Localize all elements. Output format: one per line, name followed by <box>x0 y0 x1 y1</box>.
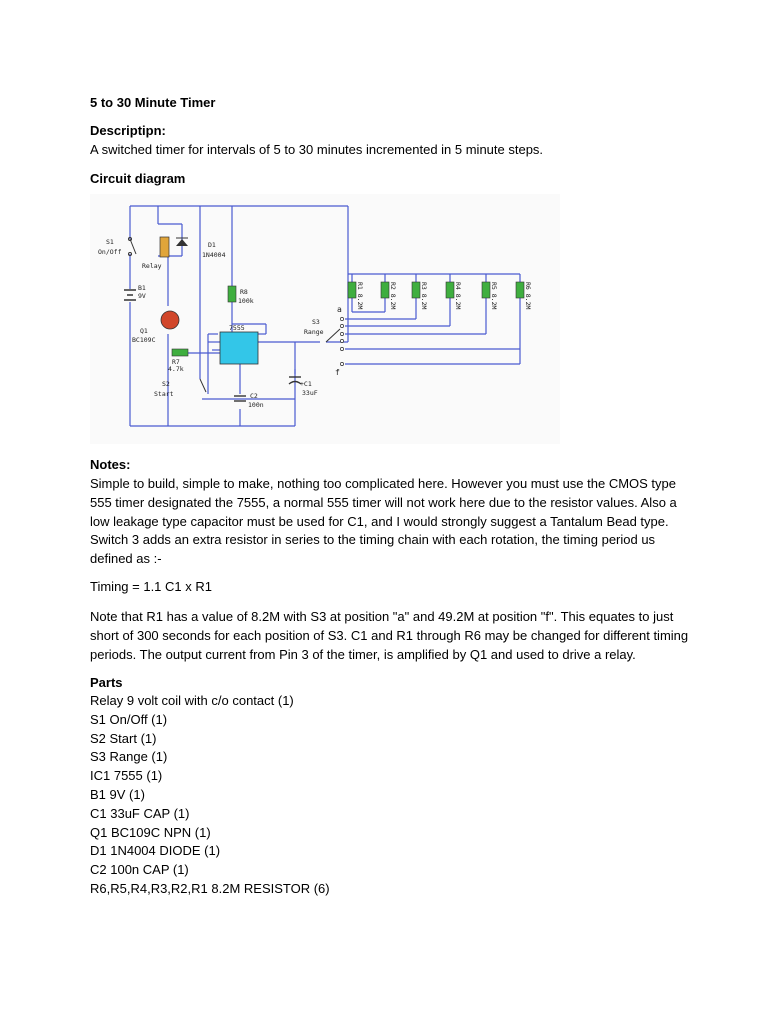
parts-item: IC1 7555 (1) <box>90 768 163 784</box>
resistor-r2 <box>381 282 389 298</box>
circuit-wires <box>130 206 520 426</box>
parts-item: S1 On/Off (1) <box>90 711 168 727</box>
parts-item: B1 9V (1) <box>90 786 145 802</box>
parts-heading: Parts <box>90 675 123 690</box>
parts-item: C2 100n CAP (1) <box>90 862 189 878</box>
battery-symbol <box>124 290 136 300</box>
transistor-q1 <box>161 311 179 329</box>
parts-item: C1 33uF CAP (1) <box>90 805 190 821</box>
notes-paragraph <box>90 475 677 569</box>
resistor-r8 <box>228 286 236 302</box>
label-c1: +C1 <box>300 380 312 388</box>
notes-line: 555 timer designated the 7555, a normal 555 timer will not work here due to the resistor values. Also a <box>90 494 677 510</box>
label-pos-f: f <box>335 368 340 377</box>
capacitor-symbols <box>234 377 301 401</box>
switch-symbols <box>129 238 341 393</box>
label-s3-sub: Range <box>304 328 324 336</box>
label-c1-sub: 33uF <box>302 389 318 397</box>
notes-line: defined as :- <box>90 551 162 567</box>
label-relay: Relay <box>142 262 162 270</box>
resistor-r4 <box>446 282 454 298</box>
circuit-heading: Circuit diagram <box>90 171 186 186</box>
description-text: A switched timer for intervals of 5 to 30 minutes incremented in 5 minute steps. <box>90 142 544 157</box>
label-s1-sub: On/Off <box>98 248 122 256</box>
resistor-r3 <box>412 282 420 298</box>
label-r8: R8 <box>240 288 248 296</box>
resistor-label-r2: R2 8.2M <box>389 282 397 310</box>
parts-list <box>90 692 330 899</box>
resistor-label-r4: R4 8.2M <box>454 282 462 310</box>
label-s2-sub: Start <box>154 390 174 398</box>
label-pos-a: a <box>337 305 342 314</box>
label-s1: S1 <box>106 238 114 246</box>
relay-coil <box>160 237 169 257</box>
notes-line: low leakage type capacitor must be used for C1, and I would strongly suggest a Tantalum Bead type. <box>90 513 669 529</box>
resistor-label-r6: R6 8.2M <box>524 282 532 310</box>
circuit-diagram <box>90 194 560 444</box>
diode-symbol <box>176 239 188 246</box>
resistor-label-r5: R5 8.2M <box>490 282 498 310</box>
label-b1-sub: 9V <box>138 292 146 300</box>
label-q1: Q1 <box>140 327 148 335</box>
resistor-r6 <box>516 282 524 298</box>
resistor-r1 <box>348 282 356 298</box>
note2-line: Note that R1 has a value of 8.2M with S3 at position "a" and 49.2M at position "f". This equates to just <box>90 609 674 624</box>
note2-line: short of 300 seconds for each position of S3. C1 and R1 through R6 may be changed for different timing <box>90 627 689 643</box>
label-d1-sub: 1N4004 <box>202 251 226 259</box>
parts-item: D1 1N4004 DIODE (1) <box>90 843 221 859</box>
resistor-label-r3: R3 8.2M <box>420 282 428 310</box>
parts-item: Relay 9 volt coil with c/o contact (1) <box>90 693 294 708</box>
label-r7-sub: 4.7k <box>168 365 184 373</box>
timing-formula: Timing = 1.1 C1 x R1 <box>90 579 212 594</box>
resistor-label-r1: R1 8.2M <box>356 282 364 310</box>
ic-7555 <box>220 332 258 364</box>
label-d1: D1 <box>208 241 216 249</box>
notes-line: Simple to build, simple to make, nothing too complicated here. However you must use the CMOS type <box>90 476 677 491</box>
label-s2: S2 <box>162 380 170 388</box>
notes-line: Switch 3 adds an extra resistor in series to the timing chain with each rotation, the timing period us <box>90 532 656 548</box>
description-heading: Descriptipn: <box>90 123 166 138</box>
parts-item: Q1 BC109C NPN (1) <box>90 824 211 840</box>
resistor-r5 <box>482 282 490 298</box>
note2-paragraph <box>90 608 689 664</box>
note2-line: periods. The output current from Pin 3 of the timer, is amplified by Q1 and used to drive a relay. <box>90 646 636 662</box>
notes-heading: Notes: <box>90 457 131 472</box>
label-b1: B1 <box>138 284 146 292</box>
label-s3: S3 <box>312 318 320 326</box>
label-r7: R7 <box>172 358 180 366</box>
label-r8-sub: 100k <box>238 297 254 305</box>
parts-item: S3 Range (1) <box>90 749 168 765</box>
page-title: 5 to 30 Minute Timer <box>90 95 216 110</box>
label-c2-sub: 100n <box>248 401 264 409</box>
parts-item: R6,R5,R4,R3,R2,R1 8.2M RESISTOR (6) <box>90 880 330 896</box>
label-q1-sub: BC109C <box>132 336 156 344</box>
parts-item: S2 Start (1) <box>90 730 157 746</box>
resistor-r7 <box>172 349 188 356</box>
label-c2: C2 <box>250 392 258 400</box>
label-ic: 7555 <box>229 324 245 332</box>
s3-contacts <box>340 317 343 365</box>
